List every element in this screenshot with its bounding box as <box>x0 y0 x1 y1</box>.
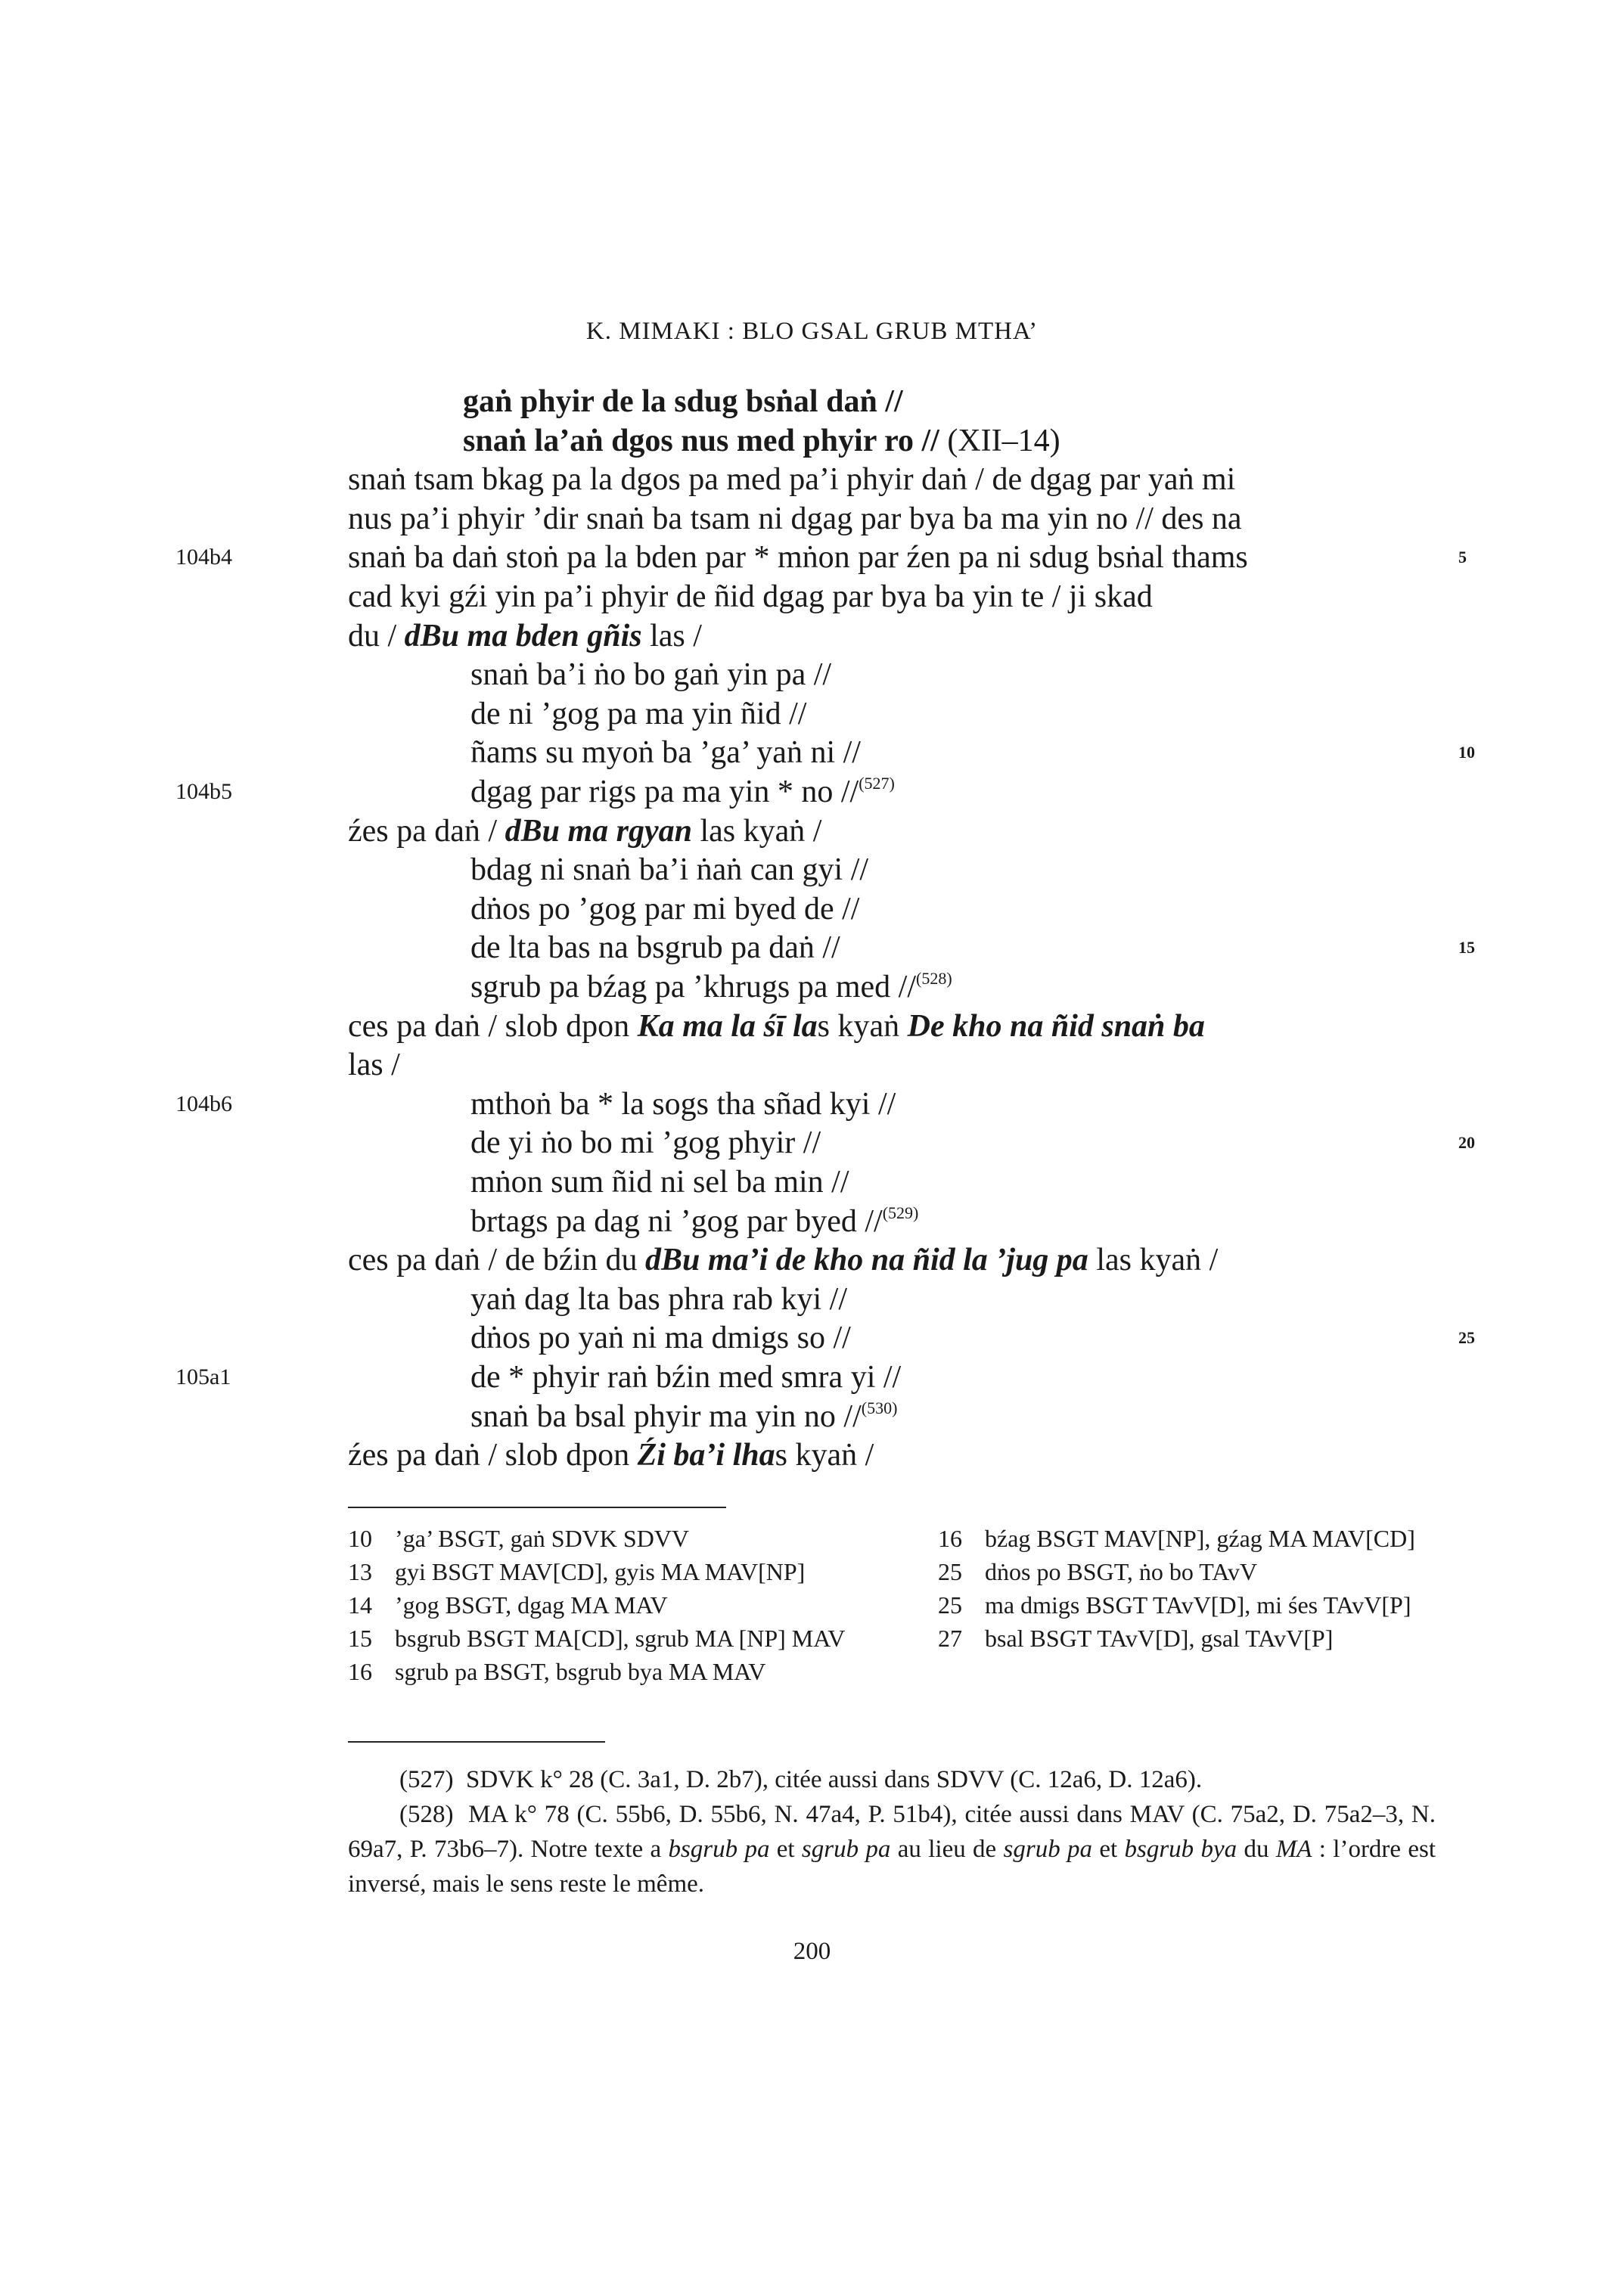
variant-reading <box>348 1655 877 1688</box>
text-segment: dgag par rigs pa ma yin * no // <box>470 774 859 809</box>
footnote-number: (528) <box>399 1801 454 1828</box>
text-segment: MA <box>1275 1836 1312 1863</box>
prose-line <box>348 1240 1218 1280</box>
prose-line <box>348 460 1235 499</box>
variant-reading <box>938 1522 1483 1555</box>
verse-line <box>463 421 1060 461</box>
verse-line <box>470 1202 918 1241</box>
variant-reading <box>348 1555 877 1588</box>
text-segment: snaṅ ba bsal phyir ma yin no // <box>470 1398 862 1434</box>
text-segment: et <box>769 1836 802 1863</box>
verse-line <box>470 1123 821 1163</box>
text-segment: gaṅ phyir de la sdug bsṅal daṅ // <box>463 384 903 419</box>
variant-line-number: 16 <box>348 1658 372 1685</box>
text-segment: du <box>1237 1836 1276 1863</box>
verse-line <box>470 655 831 694</box>
variant-reading <box>938 1588 1483 1622</box>
folio-mark: 104b5 <box>175 779 232 804</box>
variant-reading <box>938 1555 1483 1588</box>
text-segment: nus pa’i phyir ’dir snaṅ ba tsam ni dgag par bya ba ma yin no // des na <box>348 501 1242 536</box>
text-segment: las / <box>641 618 702 653</box>
prose-line <box>348 538 1248 577</box>
variant-reading <box>348 1522 877 1555</box>
text-segment: yaṅ dag lta bas phra rab kyi // <box>470 1281 848 1317</box>
verse-line <box>470 889 859 929</box>
footnote <box>348 1797 1436 1901</box>
variant-readings-right <box>938 1522 1483 1655</box>
footnote-ref: (530) <box>861 1398 898 1417</box>
variant-reading <box>348 1622 877 1655</box>
text-segment: de * phyir raṅ bźin med smra yi // <box>470 1360 902 1395</box>
verse-line <box>470 772 895 812</box>
verse-line <box>470 1397 897 1436</box>
text-segment: las / <box>348 1048 400 1083</box>
text-segment: brtags pa dag ni ’gog par byed // <box>470 1203 883 1239</box>
folio-mark: 105a1 <box>175 1364 231 1389</box>
text-segment: s kyaṅ / <box>775 1438 874 1473</box>
work-title: Źi ba’i lha <box>637 1438 775 1473</box>
text-segment: de yi ṅo bo mi ’gog phyir // <box>470 1125 821 1161</box>
folio-mark: 104b6 <box>175 1091 232 1116</box>
footnote-number: (527) <box>399 1766 454 1793</box>
folio-mark: 104b4 <box>175 545 232 570</box>
text-segment: bsgrub bya <box>1124 1836 1237 1863</box>
variant-text: ’gog BSGT, dgag MA MAV <box>395 1591 668 1619</box>
prose-line <box>348 1436 874 1475</box>
variant-line-number: 15 <box>348 1625 372 1652</box>
prose-line <box>348 577 1153 616</box>
variant-text: bsgrub BSGT MA[CD], sgrub MA [NP] MAV <box>395 1625 846 1652</box>
text-segment: źes pa daṅ / slob dpon <box>348 1438 638 1473</box>
text-segment: las kyaṅ / <box>1088 1243 1219 1278</box>
work-title: dBu ma bden gñis <box>404 618 642 653</box>
text-segment: ces pa daṅ / slob dpon <box>348 1008 638 1044</box>
text-segment: las kyaṅ / <box>691 813 822 849</box>
verse-line <box>470 1318 851 1358</box>
text-segment: du / <box>348 618 405 653</box>
text-segment: (XII–14) <box>947 423 1060 458</box>
text-segment: sgrub pa <box>1003 1836 1093 1863</box>
variant-text: bsal BSGT TAvV[D], gsal TAvV[P] <box>985 1625 1334 1652</box>
verse-line <box>470 850 868 889</box>
variant-line-number: 16 <box>938 1525 962 1552</box>
text-segment: et <box>1092 1836 1125 1863</box>
verse-line <box>470 1280 847 1319</box>
text-segment: ces pa daṅ / de bźin du <box>348 1243 646 1278</box>
work-title: De kho na ñid snaṅ ba <box>907 1008 1205 1044</box>
variant-text: ’ga’ BSGT, gaṅ SDVK SDVV <box>395 1525 690 1552</box>
text-segment: mthoṅ ba * la sogs tha sñad kyi // <box>470 1086 896 1122</box>
variant-line-number: 25 <box>938 1558 962 1585</box>
footnote <box>348 1762 1436 1797</box>
prose-line <box>348 499 1242 539</box>
work-title: dBu ma rgyan <box>505 813 692 849</box>
footnote-ref: (528) <box>916 969 952 988</box>
footnotes <box>348 1762 1436 1901</box>
text-segment: sgrub pa <box>801 1836 891 1863</box>
verse-line <box>470 928 840 967</box>
text-segment: bdag ni snaṅ ba’i ṅaṅ can gyi // <box>470 852 869 888</box>
variant-text: bźag BSGT MAV[NP], gźag MA MAV[CD] <box>985 1525 1415 1552</box>
variant-line-number: 14 <box>348 1591 372 1619</box>
variant-text: dṅos po BSGT, ṅo bo TAvV <box>985 1558 1258 1585</box>
work-title: dBu ma’i de kho na ñid la ’jug pa <box>645 1243 1088 1278</box>
prose-line <box>348 812 821 851</box>
variant-reading <box>938 1622 1483 1655</box>
variant-line-number: 10 <box>348 1525 372 1552</box>
verse-line <box>470 694 806 734</box>
text-segment: s kyaṅ <box>817 1008 908 1044</box>
footnote-ref: (529) <box>882 1203 919 1222</box>
line-number: 10 <box>1458 743 1475 762</box>
line-number: 5 <box>1458 548 1467 567</box>
page-number: 200 <box>793 1938 831 1965</box>
text-segment: SDVK k° 28 (C. 3a1, D. 2b7), citée aussi dans SDVV (C. 12a6, D. 12a6). <box>465 1766 1203 1793</box>
text-segment: ñams su myoṅ ba ’ga’ yaṅ ni // <box>470 735 861 771</box>
variant-reading <box>348 1588 877 1622</box>
variant-text: sgrub pa BSGT, bsgrub bya MA MAV <box>395 1658 766 1685</box>
work-title: Ka ma la śī la <box>637 1008 818 1044</box>
verse-line <box>470 1358 901 1397</box>
footnote-ref: (527) <box>859 774 895 793</box>
text-segment: : l’ordre est inversé, mais le sens reste le même. <box>348 1836 1436 1898</box>
text-segment: dṅos po yaṅ ni ma dmigs so // <box>470 1321 851 1356</box>
verse-line <box>463 382 903 421</box>
verse-line <box>470 733 861 772</box>
text-segment: mṅon sum ñid ni sel ba min // <box>470 1165 849 1200</box>
prose-line <box>348 1007 1205 1046</box>
text-segment: snaṅ ba’i ṅo bo gaṅ yin pa // <box>470 657 832 693</box>
text-segment: snaṅ la’aṅ dgos nus med phyir ro // <box>463 423 948 458</box>
text-segment: au lieu de <box>890 1836 1004 1863</box>
text-segment: cad kyi gźi yin pa’i phyir de ñid dgag par bya ba yin te / ji skad <box>348 579 1153 614</box>
variant-text: gyi BSGT MAV[CD], gyis MA MAV[NP] <box>395 1558 806 1585</box>
prose-line <box>348 1045 400 1085</box>
variant-line-number: 25 <box>938 1591 962 1619</box>
text-segment: sgrub pa bźag pa ’khrugs pa med // <box>470 970 917 1004</box>
footnotes-divider <box>348 1741 605 1743</box>
line-number: 15 <box>1458 938 1475 958</box>
verse-line <box>470 1163 849 1202</box>
text-segment: snaṅ tsam bkag pa la dgos pa med pa’i phyir daṅ / de dgag par yaṅ mi <box>348 462 1236 498</box>
verse-line <box>470 967 952 1007</box>
text-segment: MA k° 78 (C. 55b6, D. 55b6, N. 47a4, P. 51b4), citée aussi dans MAV (C. 75a2, D. 75a2–3, N. 69a7, P. 73b6–7). Notre texte a <box>348 1801 1436 1863</box>
line-number: 20 <box>1458 1133 1475 1153</box>
variant-line-number: 27 <box>938 1625 962 1652</box>
variant-line-number: 13 <box>348 1558 372 1585</box>
text-segment: snaṅ ba daṅ stoṅ pa la bden par * mṅon par źen pa ni sdug bsṅal thams <box>348 540 1248 576</box>
running-header: K. MIMAKI : BLO GSAL GRUB MTHA’ <box>585 318 1039 345</box>
variants-divider <box>348 1507 726 1508</box>
variant-text: ma dmigs BSGT TAvV[D], mi śes TAvV[P] <box>985 1591 1411 1619</box>
text-segment: bsgrub pa <box>668 1836 770 1863</box>
prose-line <box>348 616 702 656</box>
line-number: 25 <box>1458 1328 1475 1348</box>
verse-line <box>470 1085 896 1124</box>
text-segment: źes pa daṅ / <box>348 813 505 849</box>
text-segment: de lta bas na bsgrub pa daṅ // <box>470 930 840 966</box>
variant-readings-left <box>348 1522 877 1688</box>
text-segment: dṅos po ’gog par mi byed de // <box>470 891 860 927</box>
text-segment: de ni ’gog pa ma yin ñid // <box>470 696 807 731</box>
